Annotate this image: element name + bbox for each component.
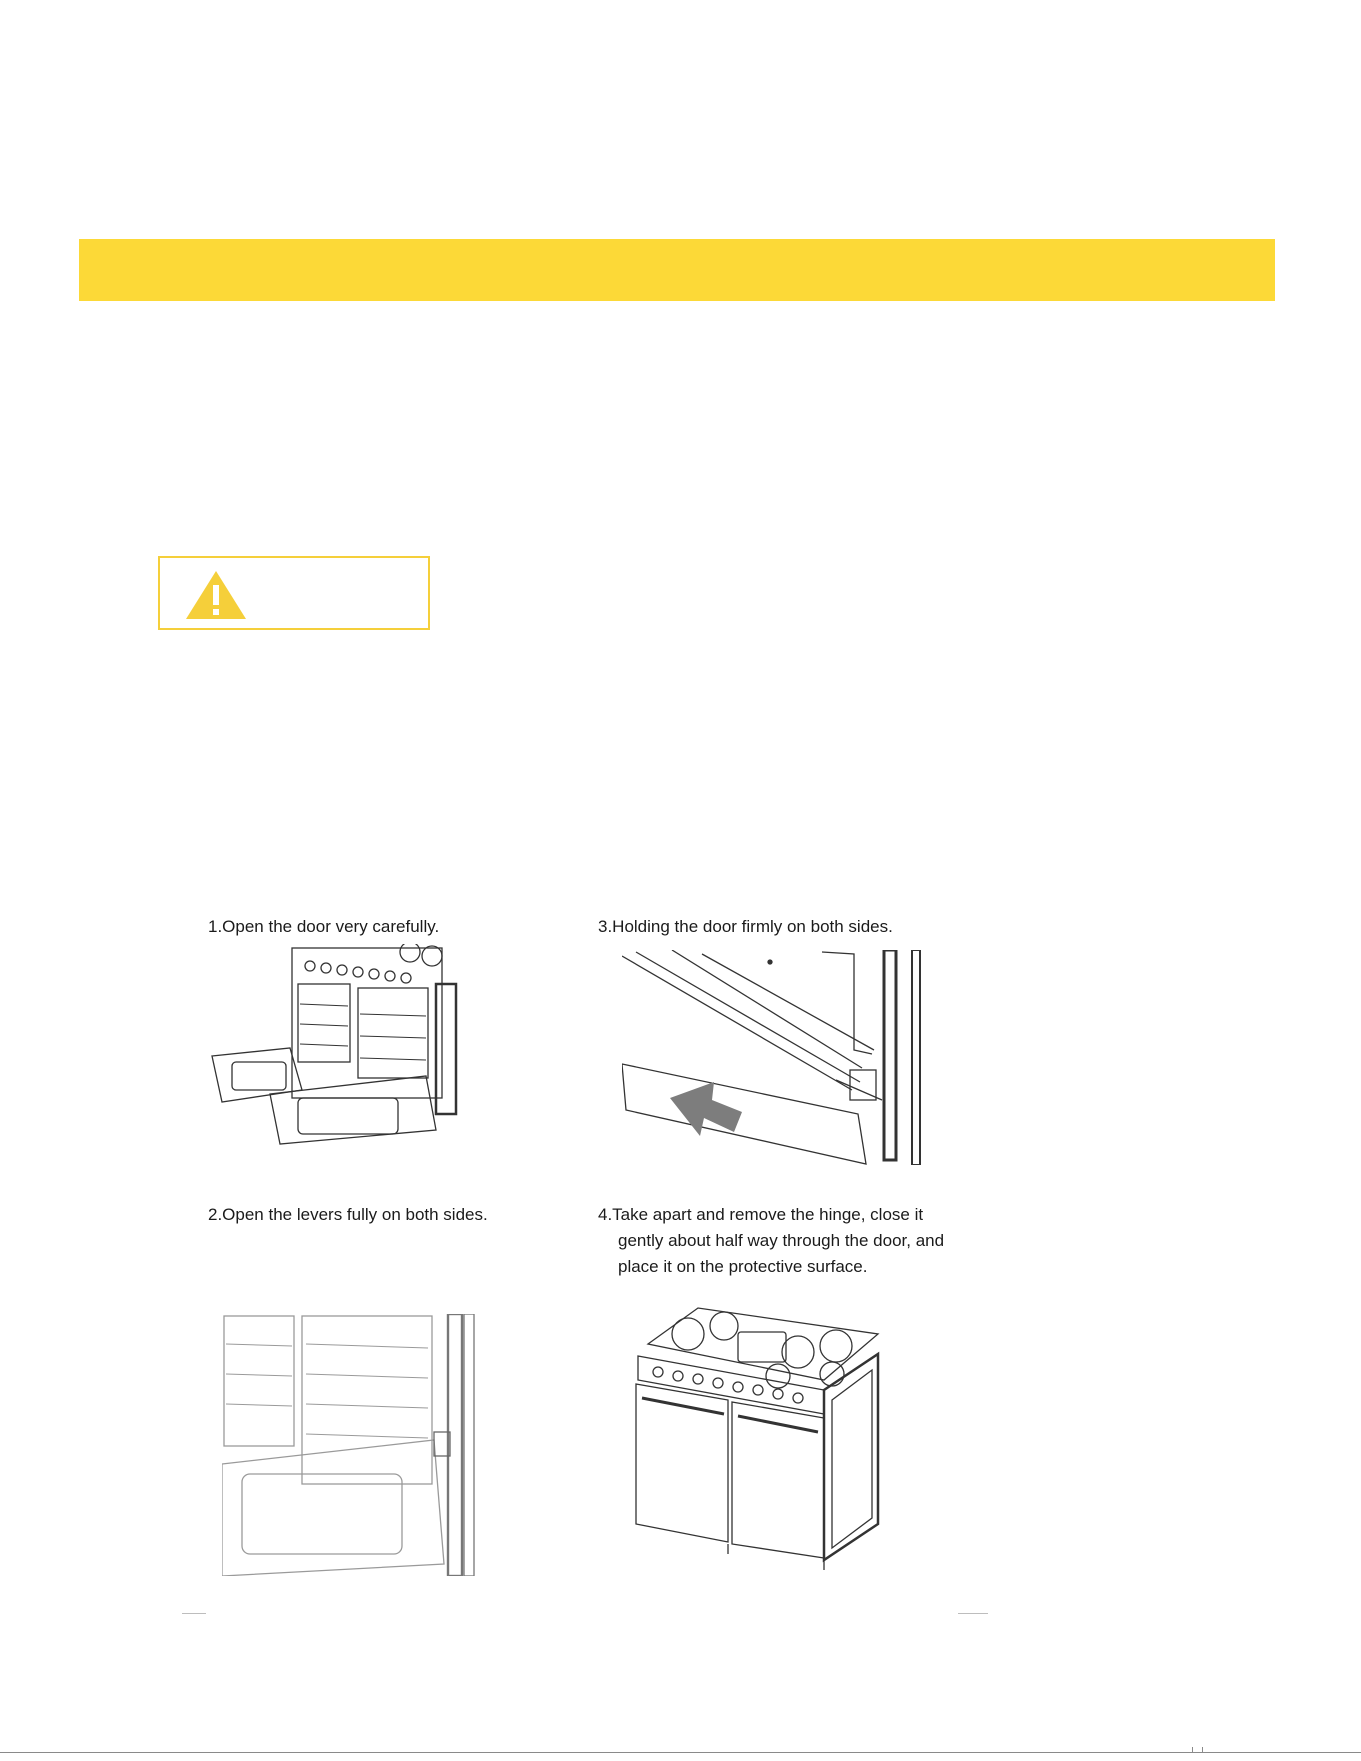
range-doors-closed-illustration [628,1304,883,1584]
step-1-text: 1.Open the door very carefully. [208,917,440,936]
caution-box [158,556,430,630]
page-bottom-tick-1 [1192,1747,1193,1753]
crop-mark-right [958,1613,988,1614]
step-4-text-line-3: place it on the protective surface. [618,1257,868,1276]
page-bottom-rule [0,1752,1361,1753]
range-open-doors-illustration [210,944,465,1149]
step-4-text-line-2: gently about half way through the door, and [618,1231,945,1250]
oven-door-levers-illustration [222,1314,482,1576]
crop-mark-left [182,1613,206,1614]
warning-triangle-icon [184,569,248,621]
door-hinge-closeup-illustration [622,950,922,1165]
step-3-text: 3.Holding the door firmly on both sides. [598,917,893,936]
step-2-text: 2.Open the levers fully on both sides. [208,1205,488,1224]
page-bottom-tick-2 [1202,1747,1203,1753]
step-4-text-line-1: 4.Take apart and remove the hinge, close it [598,1205,924,1224]
section-header-banner [79,239,1275,301]
